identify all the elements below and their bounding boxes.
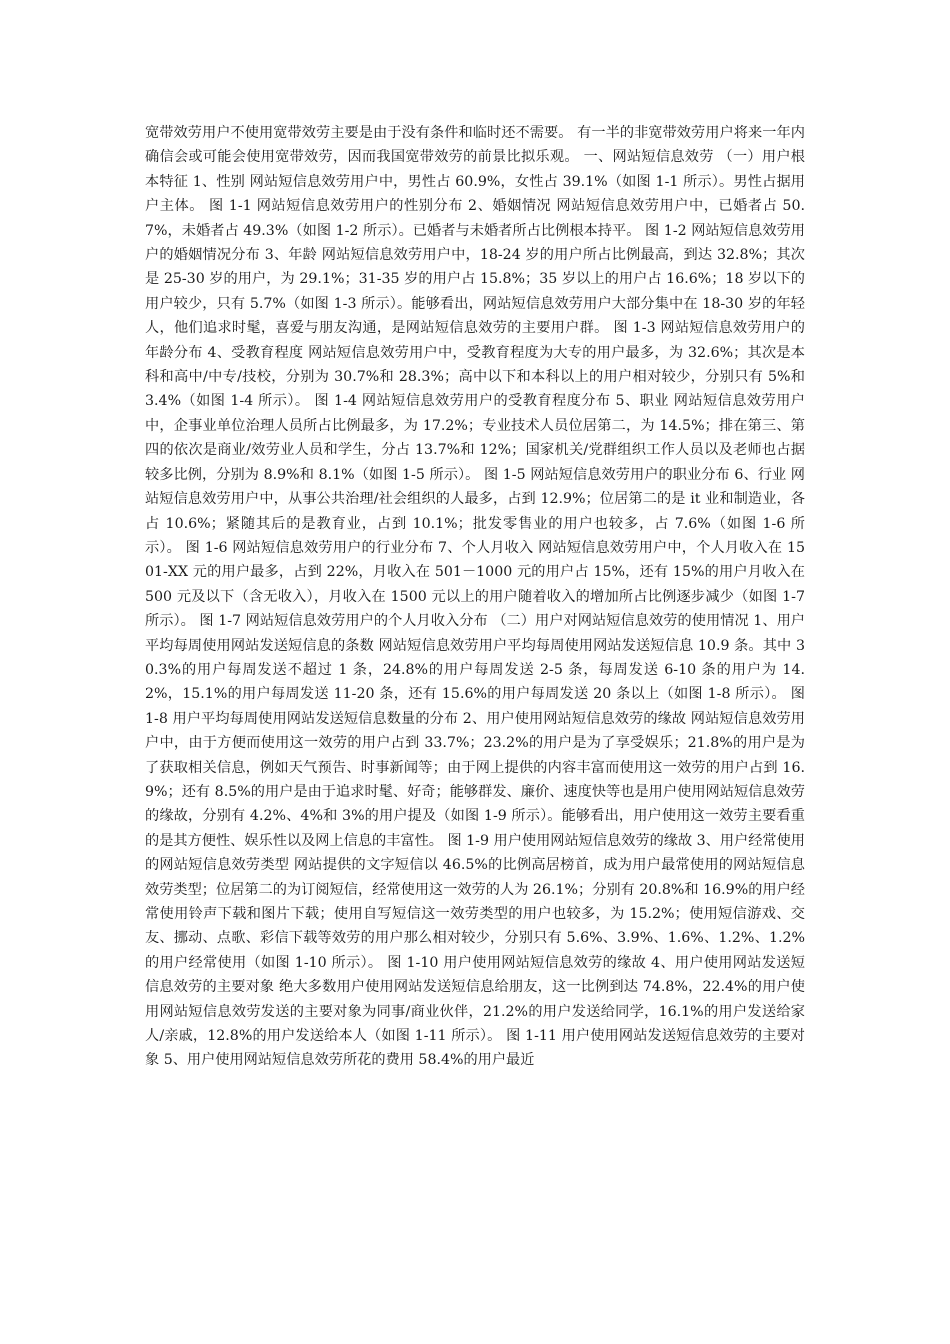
body-paragraph: 宽带效劳用户不使用宽带效劳主要是由于没有条件和临时还不需要。 有一半的非宽带效劳用户将来一年内确信会或可能会使用宽带效劳，因而我国宽带效劳的前景比拟乐观。 一、网站短信息效劳 （一）用户根本特征 1、性别 网站短信息效劳用户中，男性占 60.9%，女性占 39.1%（如图 1-1 所示）。男性占据用户主体。 图 1-1 网站短信息效劳用户的性别分布 2、婚姻情况 网站短信息效劳用户中，已婚者占 50.7%，未婚者占 49.3%（如图 1-2 所示）。已婚者与未婚者所占比例根本持平。 图 1-2 网站短信息效劳用户的婚姻情况分布 3、年龄 网站短信息效劳用户中，18-24 岁的用户所占比例最高，到达 32.8%；其次是 25-30 岁的用户，为 29.1%；31-35 岁的用户占 15.8%；35 岁以上的用户占 16.6%；18 岁以下的用户较少，只有 5.7%（如图 1-3 所示）。能够看出，网站短信息效劳用户大部分集中在 18-30 岁的年轻人，他们追求时髦，喜爱与朋友沟通，是网站短信息效劳的主要用户群。 图 1-3 网站短信息效劳用户的年龄分布 4、受教育程度 网站短信息效劳用户中，受教育程度为大专的用户最多，为 32.6%；其次是本科和高中/中专/技校，分别为 30.7%和 28.3%；高中以下和本科以上的用户相对较少，分别只有 5%和 3.4%（如图 1-4 所示）。 图 1-4 网站短信息效劳用户的受教育程度分布 5、职业 网站短信息效劳用户中，企事业单位治理人员所占比例最多，为 17.2%；专业技术人员位居第二，为 14.5%；排在第三、第四的依次是商业/效劳业人员和学生，分占 13.7%和 12%；国家机关/党群组织工作人员以及老师也占据较多比例，分别为 8.9%和 8.1%（如图 1-5 所示）。 图 1-5 网站短信息效劳用户的职业分布 6、行业 网站短信息效劳用户中，从事公共治理/社会组织的人最多，占到 12.9%；位居第二的是 it 业和制造业，各占 10.6%；紧随其后的是教育业，占到 10.1%；批发零售业的用户也较多，占 7.6%（如图 1-6 所示）。 图 1-6 网站短信息效劳用户的行业分布 7、个人月收入 网站短信息效劳用户中，个人月收入在 1501-XX 元的用户最多，占到 22%，月收入在 501－1000 元的用户占 15%，还有 15%的用户月收入在 500 元及以下（含无收入），月收入在 1500 元以上的用户随着收入的增加所占比例逐步减少（如图 1-7 所示）。 图 1-7 网站短信息效劳用户的个人月收入分布 （二）用户对网站短信息效劳的使用情况 1、用户平均每周使用网站发送短信息的条数 网站短信息效劳用户平均每周使用网站发送短信息 10.9 条。其中 30.3%的用户每周发送不超过 1 条，24.8%的用户每周发送 2-5 条，每周发送 6-10 条的用户为 14.2%，15.1%的用户每周发送 11-20 条，还有 15.6%的用户每周发送 20 条以上（如图 1-8 所示）。 图 1-8 用户平均每周使用网站发送短信息数量的分布 2、用户使用网站短信息效劳的缘故 网站短信息效劳用户中，由于方便而使用这一效劳的用户占到 33.7%；23.2%的用户是为了享受娱乐；21.8%的用户是为了获取相关信息，例如天气预告、时事新闻等；由于网上提供的内容丰富而使用这一效劳的用户占到 16.9%；还有 8.5%的用户是由于追求时髦、好奇；能够群发、廉价、速度快等也是用户使用网站短信息效劳的缘故，分别有 4.2%、4%和 3%的用户提及（如图 1-9 所示）。能够看出，用户使用这一效劳主要看重的是其方便性、娱乐性以及网上信息的丰富性。 图 1-9 用户使用网站短信息效劳的缘故 3、用户经常使用的网站短信息效劳类型 网站提供的文字短信以 46.5%的比例高居榜首，成为用户最常使用的网站短信息效劳类型；位居第二的为订阅短信，经常使用这一效劳的人为 26.1%；分别有 20.8%和 16.9%的用户经常使用铃声下载和图片下载；使用自写短信这一效劳类型的用户也较多，为 15.2%；使用短信游戏、交友、挪动、点歌、彩信下载等效劳的用户那么相对较少，分别只有 5.6%、3.9%、1.6%、1.2%、1.2%的用户经常使用（如图 1-10 所示）。 图 1-10 用户使用网站短信息效劳的缘故 4、用户使用网站发送短信息效劳的主要对象 绝大多数用户使用网站发送短信息给朋友，这一比例到达 74.8%，22.4%的用户使用网站短信息效劳发送的主要对象为同事/商业伙伴，21.2%的用户发送给同学，16.1%的用户发送给家人/亲戚，12.8%的用户发送给本人（如图 1-11 所示）。 图 1-11 用户使用网站发送短信息效劳的主要对象 5、用户使用网站短信息效劳所花的费用 58.4%的用户最近	[145, 125, 805, 1069]
